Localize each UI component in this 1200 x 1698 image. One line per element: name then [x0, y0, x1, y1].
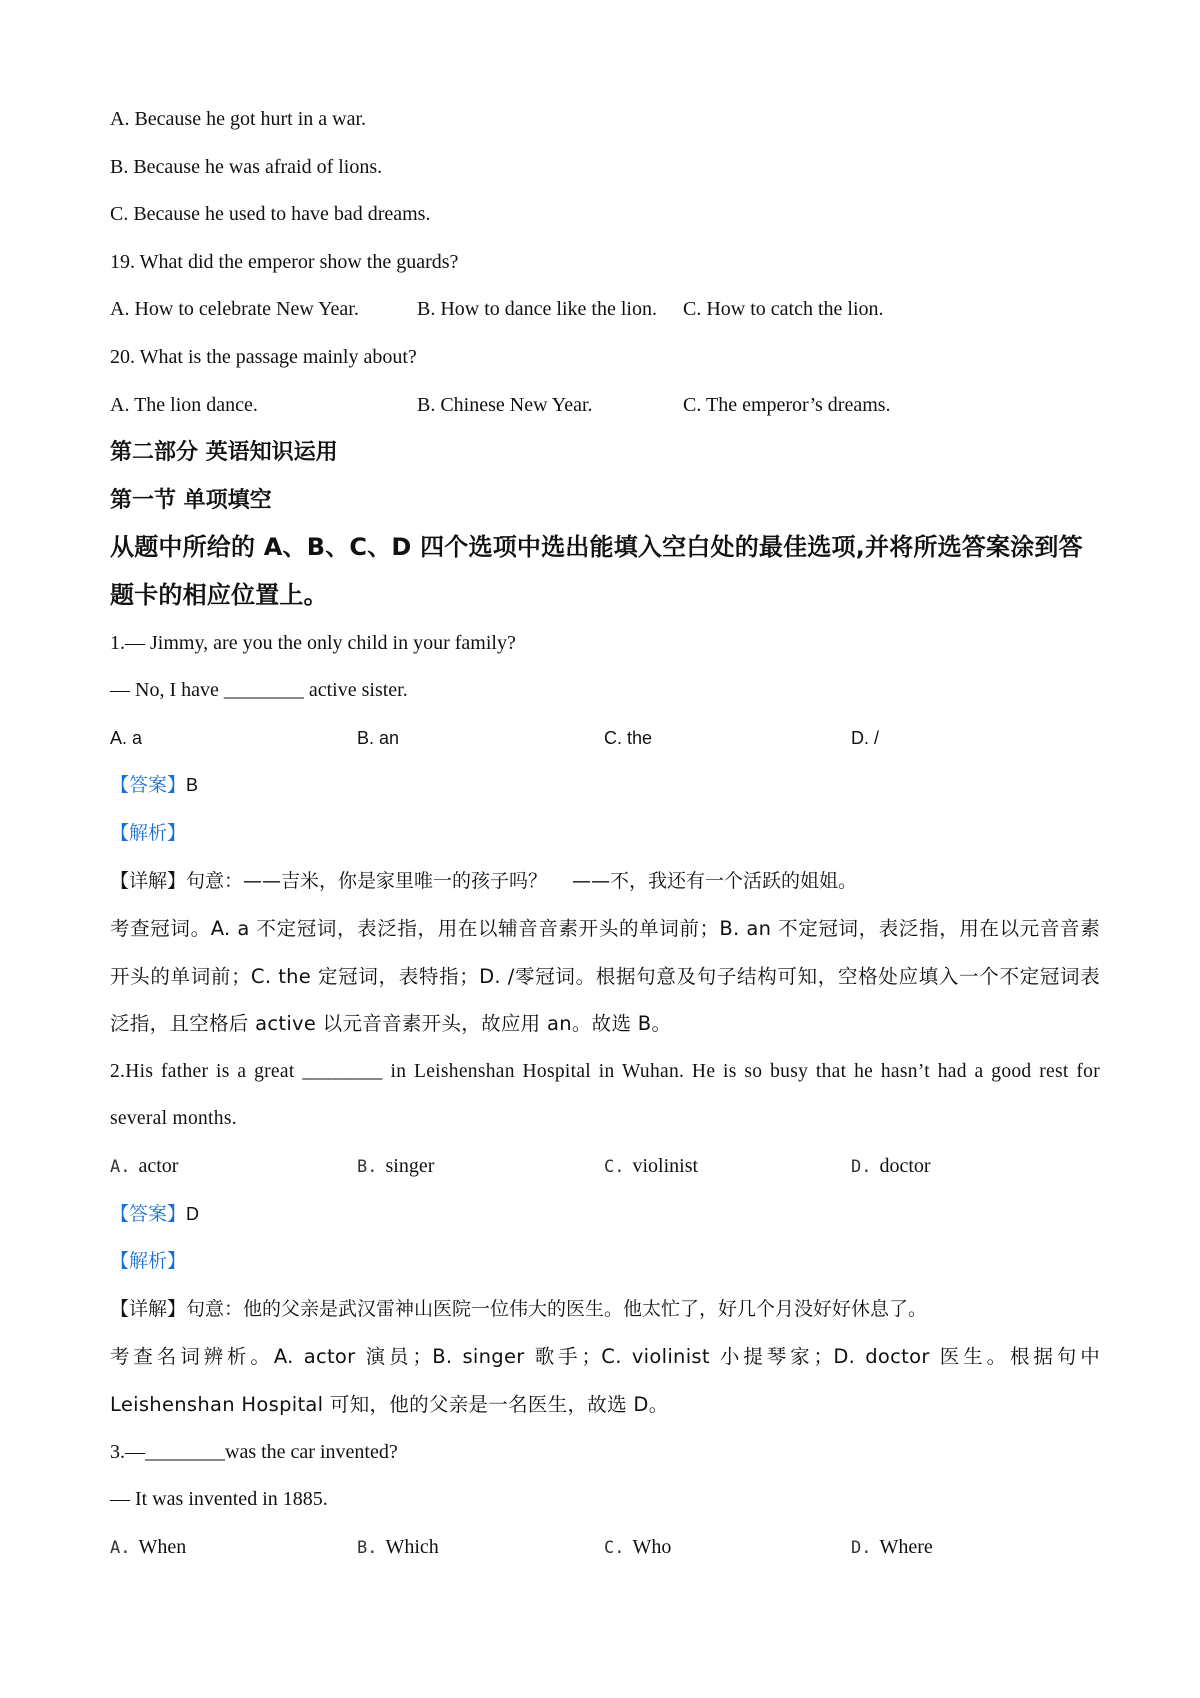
answer-label: 【答案】 [110, 1202, 187, 1225]
q20-options [110, 382, 1100, 430]
q1-answer [110, 762, 1100, 810]
q1-option-c: C. the [604, 727, 653, 748]
q2-detail-text: 句意：他的父亲是武汉雷神山医院一位伟大的医生。他太忙了，好几个月没好好休息了。 [186, 1297, 928, 1320]
part-title: 第二部分 英语知识运用 [110, 440, 338, 466]
q19-options [110, 286, 1100, 334]
q2-option-b: B. singer [357, 1155, 435, 1178]
analysis-label: 【解析】 [110, 1250, 187, 1273]
q2-question: 2.His father is a great ________ in Leishenshan Hospital in Wuhan. He is so busy that he hasn’t had a good rest for several months. [110, 1060, 1100, 1130]
q19-option-b: B. How to dance like the lion. [417, 298, 657, 321]
analysis-label: 【解析】 [110, 821, 187, 844]
q20-option-c: C. The emperor’s dreams. [683, 393, 891, 416]
q20-option-b: B. Chinese New Year. [417, 393, 593, 416]
q1-option-b: B. an [357, 727, 400, 748]
q19-question: 19. What did the emperor show the guards? [110, 250, 459, 273]
q18-option-c: C. Because he used to have bad dreams. [110, 203, 431, 226]
q2-option-d: D. doctor [851, 1155, 931, 1178]
q2-answer-value: D [186, 1203, 200, 1224]
q1-answer-value: B [186, 775, 199, 796]
q1-detail-text: 句意：——吉米，你是家里唯一的孩子吗？ ——不，我还有一个活跃的姐姐。 [186, 869, 858, 892]
q19-option-a: A. How to celebrate New Year. [110, 298, 359, 321]
detail-label: 【详解】 [110, 1297, 187, 1320]
q18-option-b: B. Because he was afraid of lions. [110, 155, 383, 178]
q1-options [110, 715, 1100, 763]
detail-label: 【详解】 [110, 869, 187, 892]
q2-option-a: A. actor [110, 1155, 179, 1178]
q2-explanation: 考查名词辨析。A. actor 演员；B. singer 歌手；C. violinist 小提琴家；D. doctor 医生。根据句中 Leishenshan Hospital 可知，他的父亲是一名医生，故选 D。 [110, 1345, 1100, 1417]
q2-option-c: C. violinist [604, 1155, 699, 1178]
q3-option-d: D. Where [851, 1535, 933, 1558]
q3-options [110, 1524, 1100, 1572]
q1-line1: 1.— Jimmy, are you the only child in your family? [110, 631, 516, 654]
answer-label: 【答案】 [110, 774, 187, 797]
q3-option-c: C. Who [604, 1535, 672, 1558]
q1-line2: — No, I have ________ active sister. [110, 679, 408, 702]
q3-line2: — It was invented in 1885. [110, 1488, 328, 1511]
q1-explanation: 考查冠词。A. a 不定冠词，表泛指，用在以辅音音素开头的单词前；B. an 不定冠词，表泛指，用在以元音音素开头的单词前；C. the 定冠词，表特指；D. /零冠词。根据句意及句子结构可知，空格处应填入一个不定冠词表泛指，且空格后 active 以元音音素开头，故应用 an。故选 B。 [110, 917, 1100, 1036]
q1-detail [110, 858, 1100, 906]
q1-option-d: D. / [851, 727, 880, 748]
q2-analysis [110, 1238, 1100, 1286]
q2-answer [110, 1191, 1100, 1239]
section-title: 第一节 单项填空 [110, 487, 272, 513]
q3-option-a: A. When [110, 1535, 187, 1558]
q2-detail [110, 1286, 1100, 1334]
q20-option-a: A. The lion dance. [110, 393, 258, 416]
q3-option-b: B. Which [357, 1535, 439, 1558]
q20-question: 20. What is the passage mainly about? [110, 345, 417, 368]
section-instruction: 从题中所给的 A、B、C、D 四个选项中选出能填入空白处的最佳选项,并将所选答案涂到答题卡的相应位置上。 [110, 533, 1083, 609]
q18-option-a: A. Because he got hurt in a war. [110, 108, 367, 130]
q19-option-c: C. How to catch the lion. [683, 298, 884, 321]
q2-options [110, 1143, 1100, 1191]
q1-option-a: A. a [110, 727, 143, 748]
q3-line1: 3.—________was the car invented? [110, 1440, 398, 1463]
q1-analysis [110, 810, 1100, 858]
document-page [110, 96, 1100, 1571]
